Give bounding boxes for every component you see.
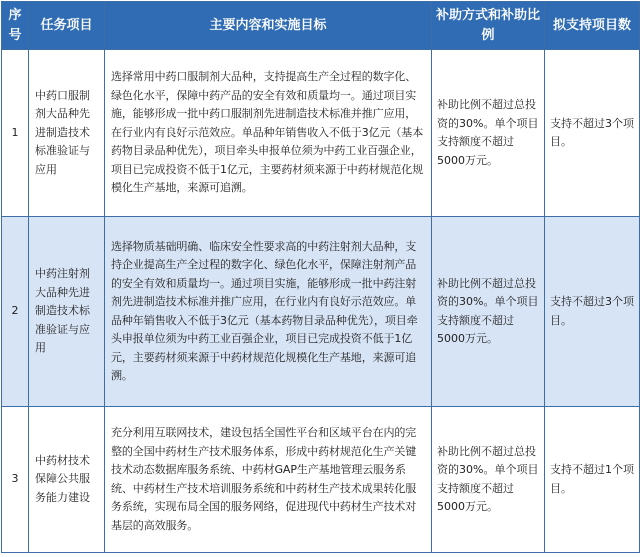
subsidy-text: 补助比例不超过总投资的30%。单个项目支持额度不超过5000万元。 <box>432 217 545 407</box>
content-text: 充分利用互联网技术，建设包括全国性平台和区域平台在内的完整的全国中药材生产技术服务体系，形成中药材规范化生产关键技术动态数据库服务系统、中药材GAP生产基地管理云服务系统、中药材生产技术培训服务系统和中药材生产技术成果转化服务系统，实现布局全国的服务网络，促进现代中药材生产技术对基层的高效服务。 <box>105 407 432 553</box>
subsidy-text: 补助比例不超过总投资的30%。单个项目支持额度不超过5000万元。 <box>432 50 545 217</box>
content-text: 选择常用中药口服制剂大品种，支持提高生产全过程的数字化、绿色化水平，保障中药产品的安全有效和质量均一。通过项目实施，能够形成一批中药口服制剂先进制造技术标准并推广应用，在行业内有良好示范效应。单品种年销售收入不低于3亿元（基本药物目录品种优先），项目牵头申报单位须为中药工业百强企业，项目已完成投资不低于1亿元，主要药材须来源于中药材规范化规模化生产基地，来源可追溯。 <box>105 50 432 217</box>
content-text: 选择物质基础明确、临床安全性要求高的中药注射剂大品种，支持企业提高生产全过程的数字化、绿色化水平，保障注射剂产品的安全有效和质量均一。通过项目实施，能够形成一批中药注射剂先进制造技术标准并推广应用，在行业内有良好示范效应。单品种年销售收入不低于3亿元（基本药物目录品种优先），项目牵头申报单位须为中药工业百强企业，项目已完成投资不低于1亿元，主要药材须来源于中药材规范化规模化生产基地，来源可追溯。 <box>105 217 432 407</box>
header-subsidy: 补助方式和补助比例 <box>432 2 545 50</box>
table-row <box>2 217 640 407</box>
project-count: 支持不超过3个项目。 <box>545 50 640 217</box>
header-content: 主要内容和实施目标 <box>105 2 432 50</box>
header-no: 序号 <box>2 2 29 50</box>
header-task: 任务项目 <box>29 2 105 50</box>
project-count: 支持不超过3个项目。 <box>545 217 640 407</box>
task-name: 中药注射剂大品种先进制造技术标准验证与应用 <box>29 217 105 407</box>
task-name: 中药口服制剂大品种先进制造技术标准验证与应用 <box>29 50 105 217</box>
header-count: 拟支持项目数 <box>545 2 640 50</box>
table-row <box>2 50 640 217</box>
subsidy-text: 补助比例不超过总投资的30%。单个项目支持额度不超过5000万元。 <box>432 407 545 553</box>
row-number: 1 <box>2 50 29 217</box>
project-table <box>1 1 640 553</box>
row-number: 2 <box>2 217 29 407</box>
row-number: 3 <box>2 407 29 553</box>
header-row <box>2 2 640 50</box>
project-count: 支持不超过1个项目。 <box>545 407 640 553</box>
task-name: 中药材技术保障公共服务能力建设 <box>29 407 105 553</box>
table-row <box>2 407 640 553</box>
